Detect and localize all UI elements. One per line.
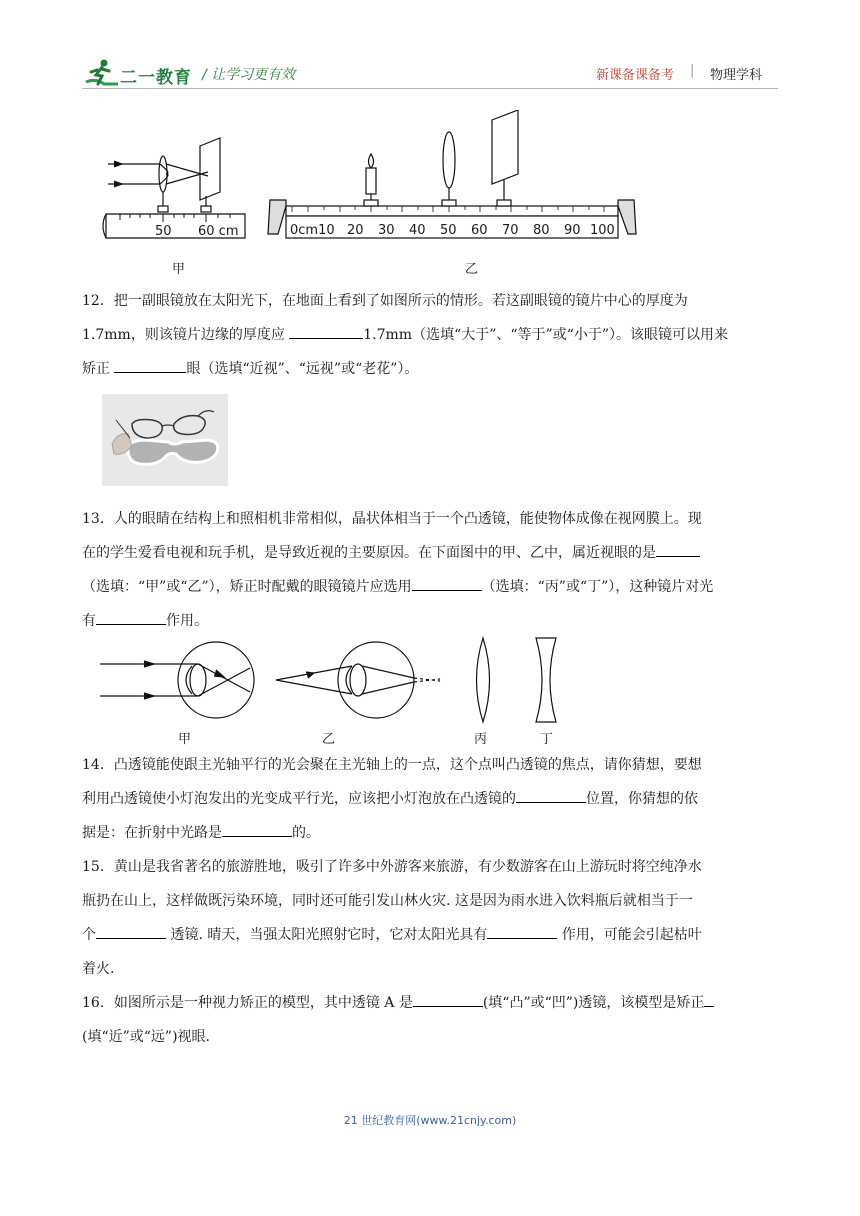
q14-line3 (82, 816, 778, 850)
figure-caption-yi: 乙 (465, 262, 479, 277)
q12-line1: 12．把一副眼镜放在太阳光下，在地面上看到了如图所示的情形。若这副眼镜的镜片中心的厚度为 (82, 293, 688, 309)
figure-caption-jia: 甲 (178, 732, 192, 747)
q14-line1: 14．凸透镜能使跟主光轴平行的光会聚在主光轴上的一点，这个点叫凸透镜的焦点，请你猜想，要想 (82, 757, 702, 773)
slogan: / 让学习更有效 (202, 67, 296, 83)
figure-caption-yi: 乙 (322, 732, 336, 747)
q13-answer-blank-2[interactable] (412, 576, 482, 591)
bench-tick-60: 60 (471, 223, 488, 238)
q15-text: 个 (82, 927, 96, 943)
figure-eyes-lenses (100, 634, 600, 747)
q15-line1: 15．黄山是我省著名的旅游胜地，吸引了许多中外游客来旅游，有少数游客在山上游玩时将空纯净水 (82, 859, 702, 875)
q13-text: 作用。 (166, 613, 208, 629)
header-separator: | (690, 63, 695, 78)
q12-answer-blank-1[interactable] (289, 324, 363, 339)
question-14 (82, 748, 778, 850)
bench-tick-0cm10: 0cm10 (290, 223, 335, 238)
bench-tick-70: 70 (502, 223, 519, 238)
header-course-label: 新课备课备考 (596, 68, 675, 83)
logo-text: 二一教育 (120, 68, 192, 88)
ruler-tick-60cm: 60 cm (198, 224, 239, 239)
header-divider (82, 88, 778, 89)
bench-tick-80: 80 (533, 223, 550, 238)
q13-line3 (82, 570, 778, 604)
bench-tick-100: 100 (590, 223, 615, 238)
bench-tick-90: 90 (564, 223, 581, 238)
q16-answer-blank-2[interactable] (704, 992, 714, 1007)
q13-line2 (82, 536, 778, 570)
q16-line2: (填“近”或“远”)视眼. (82, 1029, 211, 1045)
q13-text: 有 (82, 613, 96, 629)
q15-text: 透镜. 晴天，当强太阳光照射它时，它对太阳光具有 (166, 927, 488, 943)
bench-tick-30: 30 (378, 223, 395, 238)
figure-caption-bing: 丙 (474, 732, 488, 747)
q14-answer-blank-1[interactable] (516, 788, 586, 803)
q14-text: 位置，你猜想的依 (586, 791, 698, 807)
glasses-shadow-photo (102, 394, 228, 486)
q15-answer-blank-2[interactable] (487, 924, 557, 939)
q14-text: 的。 (292, 825, 320, 841)
glasses-shadow-image (102, 394, 228, 486)
figure-caption-jia: 甲 (172, 262, 186, 277)
q16-line1 (82, 986, 778, 1020)
bench-tick-50: 50 (440, 223, 457, 238)
page-header (0, 0, 860, 100)
question-12 (82, 284, 778, 386)
header-subject-label: 物理学科 (710, 68, 763, 83)
q12-line3 (82, 352, 778, 386)
q12-text: 矫正 (82, 361, 115, 377)
bench-tick-40: 40 (409, 223, 426, 238)
q14-text: 据是：在折射中光路是 (82, 825, 222, 841)
q14-text: 利用凸透镜使小灯泡发出的光变成平行光，应该把小灯泡放在凸透镜的 (82, 791, 516, 807)
figure-optical-bench (100, 110, 660, 280)
q12-line2 (82, 318, 778, 352)
q13-text: （选填：“甲”或“乙”），矫正时配戴的眼镜镜片应选用 (82, 579, 412, 595)
question-15 (82, 850, 778, 986)
question-13 (82, 502, 778, 638)
q16-text: (填“凸”或“凹”)透镜，该模型是矫正 (482, 995, 705, 1011)
page-footer: 21 世纪教育网(www.21cnjy.com) (343, 1114, 517, 1127)
q14-answer-blank-2[interactable] (222, 822, 292, 837)
ruler-tick-50: 50 (155, 224, 172, 239)
q12-text: 1.7mm，则该镜片边缘的厚度应 (82, 327, 290, 343)
q14-line2 (82, 782, 778, 816)
bench-tick-20: 20 (347, 223, 364, 238)
q13-answer-blank-3[interactable] (96, 610, 166, 625)
q15-text: 作用，可能会引起枯叶 (557, 927, 702, 943)
q16-text: 16．如图所示是一种视力矫正的模型，其中透镜 A 是 (82, 995, 413, 1011)
q13-text: 在的学生爱看电视和玩手机，是导致近视的主要原因。在下面图中的甲、乙中，属近视眼的是 (82, 545, 656, 561)
q15-line2: 瓶扔在山上，这样做既污染环境，同时还可能引发山林火灾. 这是因为雨水进入饮料瓶后就相当于一 (82, 893, 693, 909)
q16-answer-blank-1[interactable] (413, 992, 483, 1007)
q15-answer-blank-1[interactable] (96, 924, 166, 939)
q15-line4: 着火. (82, 961, 115, 977)
q13-line1: 13．人的眼睛在结构上和照相机非常相似，晶状体相当于一个凸透镜，能使物体成像在视网膜上。现 (82, 511, 702, 527)
q12-answer-blank-2[interactable] (114, 358, 186, 373)
q13-text: （选填：“丙”或“丁”），这种镜片对光 (481, 579, 714, 595)
q13-line4 (82, 604, 778, 638)
runner-logo-icon (82, 58, 122, 88)
q15-line3 (82, 918, 778, 952)
q13-answer-blank-1[interactable] (656, 542, 700, 557)
eyes-lenses-diagram (100, 634, 600, 730)
q12-text: 1.7mm（选填“大于”、“等于”或“小于”）。该眼镜可以用来 (363, 327, 729, 343)
question-16 (82, 986, 778, 1054)
figure-caption-ding: 丁 (540, 732, 554, 747)
q12-text: 眼（选填“近视”、“远视”或“老花”）。 (186, 361, 419, 377)
